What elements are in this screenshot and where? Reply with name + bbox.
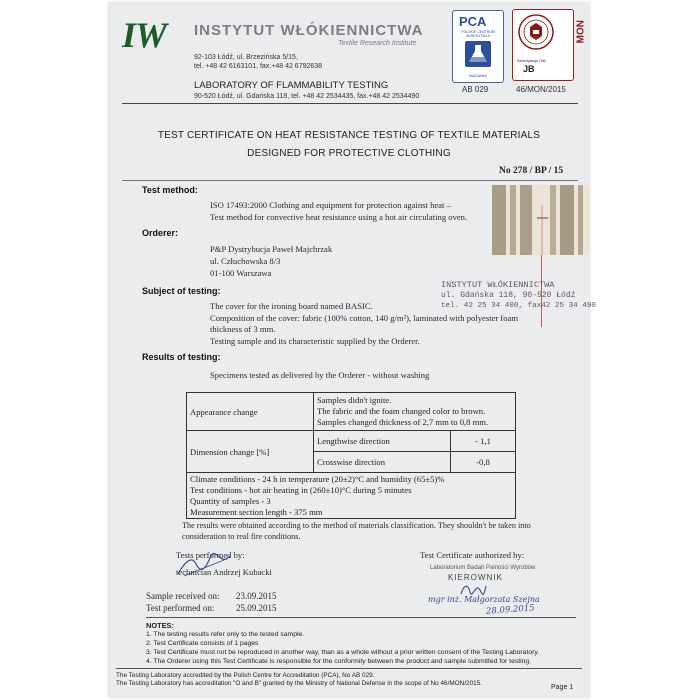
lab-stamp-text: Laboratorium Badań Palności Wyrobów bbox=[430, 565, 536, 571]
note-1: 1. The testing results refer only to the tested sample. bbox=[146, 631, 305, 638]
subject-line3: thickness of 3 mm. bbox=[210, 324, 276, 334]
certificate-title-line2: DESIGNED FOR PROTECTIVE CLOTHING bbox=[247, 148, 451, 159]
crosswise-label: Crosswise direction bbox=[314, 452, 451, 473]
pca-badania: BADANIA bbox=[469, 73, 487, 78]
note-3: 3. Test Certificate must not be reproduced in another way, than as a whole without a prior written consent of the Testing Laboratory. bbox=[146, 649, 540, 656]
institute-name: INSTYTUT WŁÓKIENNICTWA bbox=[194, 22, 424, 39]
appearance-line1: Samples didn't ignite. bbox=[317, 395, 392, 405]
table-row bbox=[187, 393, 516, 431]
certificate-title-line1: TEST CERTIFICATE ON HEAT RESISTANCE TESTING OF TEXTILE MATERIALS bbox=[157, 130, 541, 141]
results-note-line2: consideration to real fire conditions. bbox=[182, 532, 301, 541]
appearance-label: Appearance change bbox=[187, 393, 314, 431]
note-4: 4. The Orderer using this Test Certificate is responsible for the conformity between the product and sample submitted for testing. bbox=[146, 658, 532, 665]
results-note-line1: The results were obtained according to the method of materials classification. They shouldn't be taken into bbox=[182, 521, 531, 530]
mon-emblem-icon bbox=[517, 13, 555, 51]
orderer-name: P&P Dystrybucja Paweł Majchrzak bbox=[210, 244, 333, 254]
footer-line2: The Testing Laboratory has accreditation "O and B" granted by the Ministry of National Defense in the scope of No 46/MON/2015. bbox=[116, 680, 483, 687]
condition-climate: Climate conditions - 24 h in temperature (20±2)°C and humidity (65±5)% bbox=[190, 473, 445, 484]
institute-phone: tel. +48 42 6163101, fax.+48 42 6792638 bbox=[194, 63, 323, 70]
footer-line1: The Testing Laboratory accredited by the Polish Centre for Accreditation (PCA), No AB 029. bbox=[116, 672, 375, 679]
notes-divider bbox=[146, 617, 576, 618]
sample-received-date: 23.09.2015 bbox=[236, 591, 277, 601]
mon-accreditation-mark bbox=[512, 9, 586, 81]
table-row bbox=[187, 431, 516, 452]
certificate-number: No 278 / BP / 15 bbox=[499, 166, 564, 176]
sample-received-label: Sample received on: bbox=[146, 591, 220, 601]
performed-by-label: Tests performed by: bbox=[176, 550, 245, 560]
appearance-cell bbox=[314, 393, 516, 431]
subject-line2: Composition of the cover: fabric (100% cotton, 140 g/m²), laminated with polyester foam bbox=[210, 313, 519, 323]
kierownik-text: KIEROWNIK bbox=[448, 573, 503, 582]
institute-subtitle: Textile Research Institute bbox=[338, 40, 417, 47]
lab-name: LABORATORY OF FLAMMABILITY TESTING bbox=[194, 80, 389, 91]
mon-code: 46/MON/2015 bbox=[516, 85, 566, 94]
orderer-city: 01-100 Warszawa bbox=[210, 268, 272, 278]
pca-code: AB 029 bbox=[462, 85, 489, 94]
authorization-date: 28.09.2015 bbox=[485, 603, 535, 617]
condition-test: Test conditions - hot air heating in (260±10)°C during 5 minutes bbox=[190, 484, 412, 495]
flask-icon bbox=[464, 40, 492, 68]
mon-mark-text: MON bbox=[575, 20, 586, 44]
subject-line4: Testing sample and its characteristic supplied by the Orderer. bbox=[210, 336, 420, 346]
technician-name: technician Andrzej Kubacki bbox=[176, 567, 272, 577]
title-divider bbox=[122, 180, 578, 181]
subject-heading: Subject of testing: bbox=[142, 286, 221, 296]
authorized-by-label: Test Certificate authorized by: bbox=[420, 550, 525, 560]
mon-jb: JB bbox=[523, 64, 535, 74]
footer-divider bbox=[116, 668, 582, 669]
test-method-line1: ISO 17493:2000 Clothing and equipment for protection against heat – bbox=[210, 200, 451, 210]
subject-line1: The cover for the ironing board named BASIC. bbox=[210, 301, 373, 311]
pca-mark-text: PCA bbox=[459, 14, 487, 29]
lengthwise-value: - 1,1 bbox=[451, 431, 516, 452]
dimension-label: Dimension change [%] bbox=[187, 431, 314, 473]
institute-address: 92-103 Łódź, ul. Brzezińska 5/15, bbox=[194, 54, 298, 61]
lengthwise-label: Lengthwise direction bbox=[314, 431, 451, 452]
institute-stamp-line1: INSTYTUT WŁÓKIENNICTWA bbox=[441, 280, 555, 290]
condition-quantity: Quantity of samples - 3 bbox=[190, 495, 271, 506]
appearance-line2: The fabric and the foam changed color to brown. bbox=[317, 406, 486, 416]
page-number: Page 1 bbox=[551, 684, 574, 691]
conditions-cell bbox=[187, 473, 516, 519]
lab-address: 90-520 Łódź, ul. Gdańska 118, tel. +48 42 2534435, fax.+48 42 2534490 bbox=[194, 93, 420, 100]
mon-akr: Akredytacja OiB bbox=[517, 58, 546, 63]
appearance-line3: Samples changed thickness of 2,7 mm to 0,8 mm. bbox=[317, 417, 489, 427]
test-performed-label: Test performed on: bbox=[146, 603, 215, 613]
institute-logo: IW bbox=[122, 15, 167, 55]
test-method-line2: Test method for convective heat resistance using a hot air circulating oven. bbox=[210, 212, 468, 222]
institute-stamp-line3: tel. 42 25 34 400, fax42 25 34 490 bbox=[441, 302, 596, 310]
institute-stamp-line2: ul. Gdańska 118, 90-520 Łódź bbox=[441, 291, 576, 300]
test-method-heading: Test method: bbox=[142, 185, 198, 195]
orderer-street: ul. Człuchowska 8/3 bbox=[210, 256, 281, 266]
notes-heading: NOTES: bbox=[146, 621, 174, 630]
note-2: 2. Test Certificate consists of 1 pages bbox=[146, 640, 259, 647]
results-intro: Specimens tested as delivered by the Orderer - without washing bbox=[210, 370, 430, 380]
certificate-page bbox=[108, 2, 596, 698]
results-table bbox=[186, 392, 516, 519]
test-performed-date: 25.09.2015 bbox=[236, 603, 277, 613]
table-row bbox=[187, 473, 516, 519]
authorizer-name: mgr inż. Małgorzata Szejna bbox=[428, 595, 540, 604]
header-divider bbox=[122, 103, 578, 104]
fabric-sample-swatch bbox=[492, 185, 590, 255]
pca-mark-sub: POLSKIE CENTRUM AKREDYTACJI bbox=[461, 30, 495, 38]
crosswise-value: -0,8 bbox=[451, 452, 516, 473]
condition-section: Measurement section length - 375 mm bbox=[190, 506, 323, 517]
pca-accreditation-mark bbox=[452, 10, 504, 83]
orderer-heading: Orderer: bbox=[142, 228, 179, 238]
results-heading: Results of testing: bbox=[142, 352, 221, 362]
